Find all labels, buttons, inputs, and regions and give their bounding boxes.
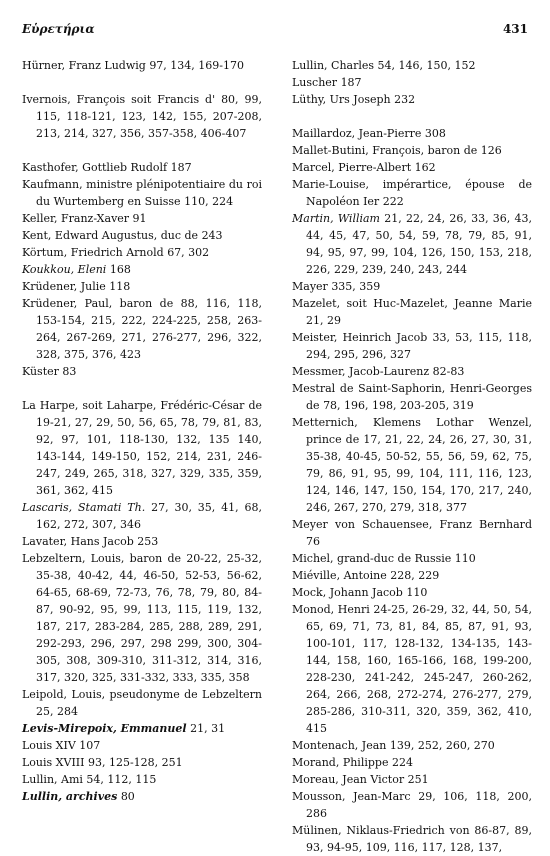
index-entry-pages: 253 xyxy=(137,535,159,548)
page-number: 431 xyxy=(502,22,528,36)
index-entry xyxy=(292,584,532,601)
index-entry-pages: 243 xyxy=(201,229,223,242)
index-entry-pages: 335, 359 xyxy=(331,280,381,293)
index-entry-pages: 80 xyxy=(120,790,135,803)
index-entry-name: La Harpe, soit Laharpe, Frédéric-César de xyxy=(22,399,262,412)
index-entry xyxy=(292,550,532,567)
index-entry xyxy=(292,159,532,176)
index-entry xyxy=(22,499,262,533)
entry-gap xyxy=(22,142,262,159)
index-entry-pages: 83 xyxy=(62,365,77,378)
index-entry xyxy=(292,210,532,278)
index-entry xyxy=(292,363,532,380)
index-entry-pages: 126 xyxy=(480,144,502,157)
index-entry-pages: 222 xyxy=(382,195,404,208)
index-entry-name: Luscher xyxy=(292,76,338,89)
entry-gap xyxy=(292,108,532,125)
index-entry xyxy=(22,550,262,686)
index-entry-name: Mousson, Jean-Marc xyxy=(292,790,411,803)
index-entry-name: Mock, Johann Jacob xyxy=(292,586,403,599)
index-entry-name: Miéville, Antoine xyxy=(292,569,387,582)
index-entry-name: Keller, Franz-Xaver xyxy=(22,212,130,225)
index-entry xyxy=(292,125,532,142)
index-entry-name: Lebzeltern, Louis, baron de xyxy=(22,552,182,565)
index-entry-pages: 25, 284 xyxy=(36,705,78,718)
index-entry xyxy=(292,142,532,159)
index-entry-name: Küster xyxy=(22,365,59,378)
index-entry-name: Metternich, Klemens Lothar Wenzel, prince de xyxy=(292,416,532,446)
index-entry-name: Morand, Philippe xyxy=(292,756,389,769)
index-entry-name: Louis XVIII xyxy=(22,756,85,769)
index-entry-name: Mallet-Butini, François, baron de xyxy=(292,144,478,157)
index-entry-pages: 110 xyxy=(406,586,428,599)
index-entry-name: Lascaris, Stamati Th. xyxy=(22,501,146,514)
index-entry-pages: 93, 125-128, 251 xyxy=(87,756,183,769)
index-entry-pages: 110 xyxy=(454,552,476,565)
index-entry-pages: 54, 112, 115 xyxy=(86,773,157,786)
index-entry-pages: 88, 116, 118, 153-154, 215, 222, 224-225, 258, 263-264, 267-269, 271, 276-277, 296, 322, 328, 375, 376, 423 xyxy=(36,297,262,361)
index-entry-name: Krüdener, Paul, baron de xyxy=(22,297,174,310)
index-entry-pages: 24-25, 26-29, 32, 44, 50, 54, 65, 69, 71, 73, 81, 84, 85, 87, 91, 93, 100-101, 117, 128-132, 134-135, 143-144, 158, 160, 165-166, 168, 199-200, 228-230, 241-242, 245-247, 260-262, 264, 266, 268, 272-274, 276-277, 279, 285-286, 310-311, 320, 359, 362, 410, 415 xyxy=(306,603,533,735)
index-entry-pages: 17, 21, 22, 24, 26, 27, 30, 31, 35-38, 40-45, 50-52, 55, 56, 59, 62, 75, 79, 86, 91, 95, 99, 104, 111, 116, 123, 124, 146, 147, 150, 154, 170, 217, 240, 246, 267, 270, 279, 318, 377 xyxy=(306,433,532,514)
index-entry-pages: 29, 106, 118, 200, 286 xyxy=(306,790,532,820)
index-entry-pages: 110, 224 xyxy=(184,195,234,208)
index-entry-pages: 21, 29 xyxy=(306,314,341,327)
index-entry-name: Mülinen, Niklaus-Friedrich von xyxy=(292,824,470,837)
index-entry-name: Meyer von Schauensee, Franz Bernhard xyxy=(292,518,532,531)
index-entry-pages: 20-22, 25-32, 35-38, 40-42, 44, 46-50, 52-53, 56-62, 64-65, 68-69, 72-73, 76, 78, 79, 80, 84-87, 90-92, 95, 99, 113, 115, 119, 132, 187, 217, 283-284, 285, 288, 289, 291, 292-293, 296, 297, 298 299, 300, 304-305, 308, 309-310, 311-312, 314, 316, 317, 320, 325, 331-332, 333, 335, 358 xyxy=(36,552,262,684)
index-entry xyxy=(22,227,262,244)
index-entry xyxy=(292,74,532,91)
index-entry xyxy=(22,397,262,499)
index-entry xyxy=(22,176,262,210)
index-entry-name: Michel, grand-duc de Russie xyxy=(292,552,452,565)
index-entry-pages: 21, 22, 24, 26, 33, 36, 43, 44, 45, 47, 50, 54, 59, 78, 79, 85, 91, 94, 95, 97, 99, 104, 126, 150, 153, 218, 226, 229, 239, 240, 243, 244 xyxy=(306,212,533,276)
index-entry-pages: 187 xyxy=(340,76,362,89)
index-entry-pages: 232 xyxy=(394,93,416,106)
index-entry xyxy=(292,329,532,363)
index-entry-pages: 80, 99, 115, 118-121, 123, 142, 155, 207-208, 213, 214, 327, 356, 357-358, 406-407 xyxy=(36,93,262,140)
index-entry xyxy=(292,601,532,737)
index-entry-name: Mazelet, soit Huc-Mazelet, Jeanne Marie xyxy=(292,297,532,310)
index-entry xyxy=(22,261,262,278)
index-entry-name: Kent, Edward Augustus, duc de xyxy=(22,229,199,242)
index-entry-name: Mayer xyxy=(292,280,328,293)
index-entry-name: Meister, Heinrich Jacob xyxy=(292,331,428,344)
index-entry-pages: 139, 252, 260, 270 xyxy=(389,739,495,752)
index-entry xyxy=(292,57,532,74)
index-entry xyxy=(292,788,532,822)
index-entry-name: Montenach, Jean xyxy=(292,739,387,752)
index-entry xyxy=(292,737,532,754)
index-entry-pages: 187 xyxy=(170,161,192,174)
index-entry-name: Hürner, Franz Ludwig xyxy=(22,59,146,72)
index-entry-pages: 251 xyxy=(407,773,429,786)
index-entry-name: Louis XIV xyxy=(22,739,76,752)
index-entry-pages: 19-21, 27, 29, 50, 56, 65, 78, 79, 81, 83, 92, 97, 101, 118-130, 132, 135 140, 143-144, 149-150, 152, 214, 231, 246-247, 249, 265, 318, 327, 329, 335, 359, 361, 362, 415 xyxy=(36,416,262,497)
entry-gap xyxy=(22,74,262,91)
index-entry xyxy=(22,720,262,737)
page-header xyxy=(22,22,528,40)
index-entry xyxy=(292,567,532,584)
index-entry-pages: 97, 134, 169-170 xyxy=(149,59,244,72)
index-entry-pages: 224 xyxy=(391,756,413,769)
index-entry-pages: 107 xyxy=(79,739,101,752)
index-entry-pages: 78, 196, 198, 203-205, 319 xyxy=(323,399,474,412)
index-entry-pages: 21, 31 xyxy=(190,722,226,735)
entry-gap xyxy=(22,380,262,397)
index-entry xyxy=(292,754,532,771)
index-entry xyxy=(22,278,262,295)
index-entry xyxy=(22,91,262,142)
index-entry-name: Maillardoz, Jean-Pierre xyxy=(292,127,422,140)
running-head: Εὑρετήρια xyxy=(22,22,95,36)
index-entry xyxy=(292,278,532,295)
index-entry xyxy=(22,771,262,788)
index-entry-name: Koukkou, Eleni xyxy=(22,263,107,276)
index-entry-pages: 118 xyxy=(109,280,131,293)
index-entry-pages: 27, 30, 35, 41, 68, 162, 272, 307, 346 xyxy=(36,501,262,531)
index-entry xyxy=(22,244,262,261)
index-entry-pages: 86-87, 89, 93, 94-95, 109, 116, 117, 128, 137, xyxy=(306,824,532,854)
index-entry xyxy=(292,380,532,414)
index-entry-name: Marcel, Pierre-Albert xyxy=(292,161,412,174)
index-entry xyxy=(292,771,532,788)
index-entry xyxy=(292,91,532,108)
index-entry xyxy=(22,754,262,771)
index-entry xyxy=(292,414,532,516)
index-entry xyxy=(22,159,262,176)
index-entry-name: Messmer, Jacob-Laurenz xyxy=(292,365,430,378)
index-entry xyxy=(292,516,532,550)
index-entry-pages: 168 xyxy=(109,263,131,276)
index-entry-name: Monod, Henri xyxy=(292,603,370,616)
index-entry xyxy=(22,686,262,720)
index-entry-pages: 91 xyxy=(132,212,147,225)
index-entry-name: Körtum, Friedrich Arnold xyxy=(22,246,164,259)
index-entry-name: Marie-Louise, impérartice, épouse de Napoléon Ier xyxy=(292,178,532,208)
index-entry-pages: 67, 302 xyxy=(167,246,210,259)
index-entry-pages: 76 xyxy=(306,535,320,548)
index-entry xyxy=(22,57,262,74)
index-entry xyxy=(292,295,532,329)
index-entry-pages: 308 xyxy=(424,127,446,140)
index-column-left xyxy=(22,57,262,805)
index-entry-name: Kasthofer, Gottlieb Rudolf xyxy=(22,161,168,174)
index-entry-name: Lullin, archives xyxy=(22,790,118,803)
index-entry-name: Leipold, Louis, pseudonyme de Lebzeltern xyxy=(22,688,262,701)
index-entry-name: Kaufmann, ministre plénipotentiaire du roi du Wurtemberg en Suisse xyxy=(22,178,262,208)
index-entry-pages: 54, 146, 150, 152 xyxy=(377,59,476,72)
index-entry-pages: 162 xyxy=(414,161,436,174)
index-entry xyxy=(22,737,262,754)
index-entry-name: Krüdener, Julie xyxy=(22,280,106,293)
index-entry-name: Moreau, Jean Victor xyxy=(292,773,405,786)
index-entry-pages: 228, 229 xyxy=(390,569,440,582)
index-entry-pages: 82-83 xyxy=(432,365,465,378)
index-entry-name: Mestral de Saint-Saphorin, Henri-Georges de xyxy=(292,382,532,412)
index-entry xyxy=(292,822,532,856)
index-entry-name: Lüthy, Urs Joseph xyxy=(292,93,391,106)
index-entry-name: Lullin, Ami xyxy=(22,773,83,786)
index-entry xyxy=(22,363,262,380)
index-entry-name: Lullin, Charles xyxy=(292,59,375,72)
index-entry xyxy=(22,788,262,805)
index-entry-name: Ivernois, François soit Francis d' xyxy=(22,93,216,106)
index-entry xyxy=(22,533,262,550)
index-entry-name: Levis-Mirepoix, Emmanuel xyxy=(22,722,187,735)
index-entry-name: Martin, William xyxy=(292,212,380,225)
index-entry-name: Lavater, Hans Jacob xyxy=(22,535,134,548)
index-entry xyxy=(22,295,262,363)
index-entry xyxy=(292,176,532,210)
index-column-right xyxy=(292,57,532,856)
index-entry xyxy=(22,210,262,227)
index-entry-pages: 33, 53, 115, 118, 294, 295, 296, 327 xyxy=(306,331,532,361)
